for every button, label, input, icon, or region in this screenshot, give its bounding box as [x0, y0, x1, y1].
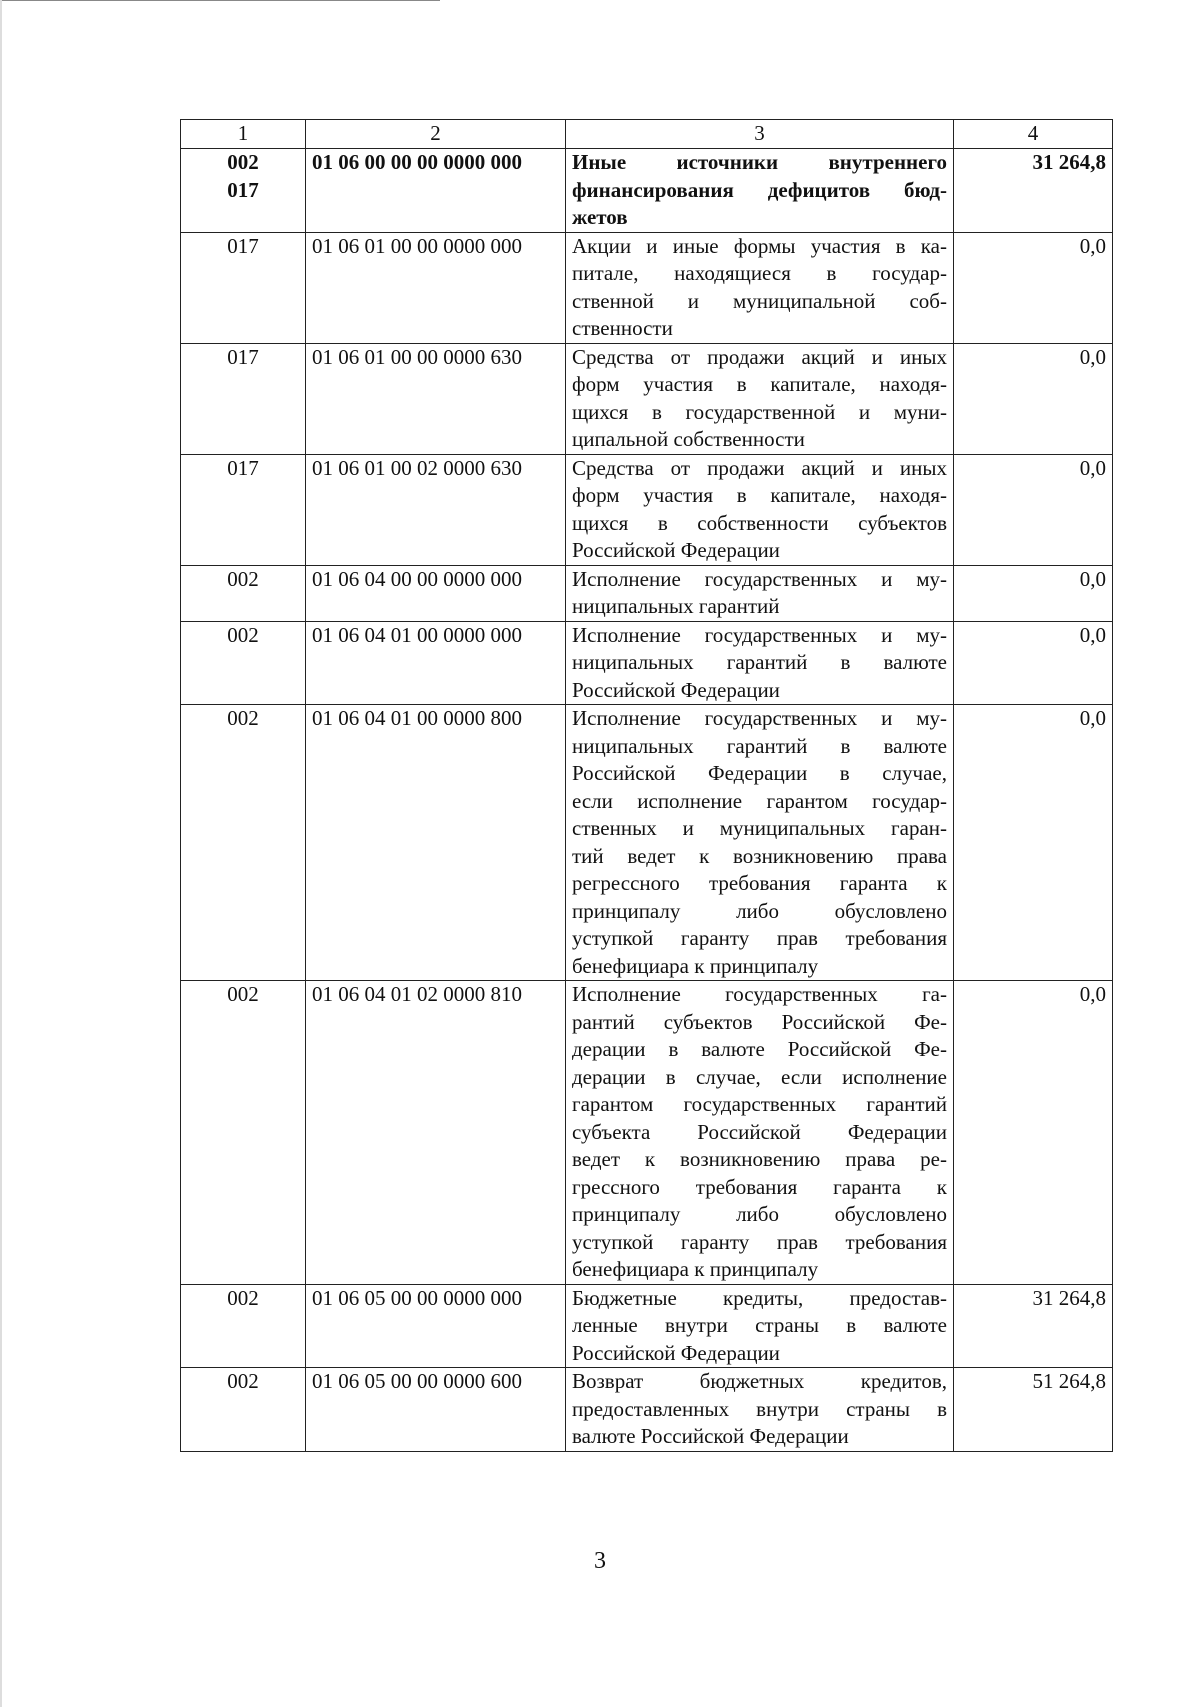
admin-code-cell	[181, 232, 306, 343]
description-line: Российской Федерации	[572, 677, 780, 702]
description-line: дерации в случае, если исполнение	[572, 1064, 947, 1089]
description-line: ственной и муниципальной соб-	[572, 288, 947, 313]
description-line: Российской Федерации	[572, 538, 780, 562]
description-line: грессного требования гаранта к	[572, 1174, 947, 1199]
budget-classification-code: 01 06 00 00 00 0000 000	[306, 149, 566, 233]
description-line: ственности	[572, 316, 673, 340]
source-description	[566, 565, 954, 621]
admin-code: 017	[227, 177, 259, 202]
description-line: Исполнение государственных и му-	[572, 566, 947, 591]
description-line: гарантом государственных гарантий	[572, 1092, 947, 1116]
admin-code-cell	[181, 565, 306, 621]
column-header-4: 4	[954, 120, 1113, 149]
amount-cell: 0,0	[954, 621, 1113, 705]
amount-cell: 31 264,8	[954, 1284, 1113, 1368]
description-line: форм участия в капитале, находя-	[572, 372, 947, 396]
source-description	[566, 454, 954, 565]
description-line: щихся в собственности субъектов	[572, 510, 947, 535]
description-line: принципалу либо обусловлено	[572, 1202, 947, 1226]
column-header-2: 2	[306, 120, 566, 149]
description-line: щихся в государственной и муни-	[572, 399, 947, 424]
column-header-3: 3	[566, 120, 954, 149]
budget-sources-table	[180, 119, 1113, 1452]
budget-classification-code: 01 06 04 01 02 0000 810	[306, 981, 566, 1285]
description-line: предоставленных внутри страны в	[572, 1396, 947, 1421]
description-line: Российской Федерации	[572, 1340, 780, 1365]
description-line: ственных и муниципальных гаран-	[572, 816, 947, 840]
description-line: если исполнение гарантом государ-	[572, 788, 947, 813]
description-line: бенефициара к принципалу	[572, 953, 819, 978]
amount-cell: 0,0	[954, 232, 1113, 343]
description-line: ципальной собственности	[572, 427, 805, 451]
amount-cell: 0,0	[954, 981, 1113, 1285]
admin-code: 017	[227, 233, 259, 258]
description-line: субъекта Российской Федерации	[572, 1119, 947, 1144]
description-line: жетов	[572, 205, 628, 229]
source-description	[566, 621, 954, 705]
amount-cell: 0,0	[954, 343, 1113, 454]
source-description	[566, 981, 954, 1285]
admin-code-cell	[181, 981, 306, 1285]
admin-code: 002	[227, 1285, 259, 1310]
description-line: регрессного требования гаранта к	[572, 871, 947, 895]
description-line: принципалу либо обусловлено	[572, 898, 947, 923]
description-line: Исполнение государственных и му-	[572, 622, 947, 647]
description-line: форм участия в капитале, находя-	[572, 483, 947, 507]
budget-classification-code: 01 06 05 00 00 0000 000	[306, 1284, 566, 1368]
budget-classification-code: 01 06 01 00 00 0000 630	[306, 343, 566, 454]
description-line: Средства от продажи акций и иных	[572, 344, 947, 369]
description-line: ниципальных гарантий в валюте	[572, 650, 947, 674]
admin-code: 002	[227, 1369, 259, 1393]
admin-code: 002	[227, 622, 259, 647]
admin-code-cell	[181, 454, 306, 565]
description-line: финансирования дефицитов бюд-	[572, 177, 947, 202]
description-line: Акции и иные формы участия в ка-	[572, 233, 947, 258]
budget-classification-code: 01 06 04 01 00 0000 800	[306, 705, 566, 981]
amount-cell: 51 264,8	[954, 1368, 1113, 1452]
source-description	[566, 343, 954, 454]
source-description	[566, 232, 954, 343]
source-description	[566, 149, 954, 233]
admin-code-cell	[181, 343, 306, 454]
description-line: уступкой гаранту прав требования	[572, 1229, 947, 1254]
description-line: ниципальных гарантий в валюте	[572, 733, 947, 758]
description-line: бенефициара к принципалу	[572, 1257, 819, 1281]
scan-artifact-edge	[0, 0, 2, 1707]
amount-cell: 0,0	[954, 565, 1113, 621]
budget-classification-code: 01 06 04 01 00 0000 000	[306, 621, 566, 705]
description-line: тий ведет к возникновению права	[572, 843, 947, 868]
source-description	[566, 1368, 954, 1452]
description-line: ленные внутри страны в валюте	[572, 1313, 947, 1337]
table-row	[181, 981, 1113, 1285]
amount-cell: 0,0	[954, 454, 1113, 565]
description-line: валюте Российской Федерации	[572, 1424, 849, 1448]
source-description	[566, 1284, 954, 1368]
admin-code: 002	[227, 150, 259, 174]
admin-code: 002	[227, 566, 259, 591]
admin-code: 017	[227, 455, 259, 480]
budget-classification-code: 01 06 01 00 00 0000 000	[306, 232, 566, 343]
description-line: ниципальных гарантий	[572, 594, 780, 618]
table-row	[181, 454, 1113, 565]
description-line: Исполнение государственных и му-	[572, 706, 947, 730]
description-line: рантий субъектов Российской Фе-	[572, 1009, 947, 1034]
admin-code: 002	[227, 982, 259, 1006]
budget-classification-code: 01 06 01 00 02 0000 630	[306, 454, 566, 565]
description-line: Российской Федерации в случае,	[572, 761, 947, 785]
column-header-1: 1	[181, 120, 306, 149]
table-row	[181, 1368, 1113, 1452]
budget-classification-code: 01 06 05 00 00 0000 600	[306, 1368, 566, 1452]
table-header-row	[181, 120, 1113, 149]
admin-code-cell	[181, 149, 306, 233]
table-row	[181, 232, 1113, 343]
table-row	[181, 343, 1113, 454]
description-line: Иные источники внутреннего	[572, 150, 947, 174]
description-line: дерации в валюте Российской Фе-	[572, 1037, 947, 1061]
admin-code: 017	[227, 344, 259, 369]
amount-cell: 31 264,8	[954, 149, 1113, 233]
admin-code-cell	[181, 1368, 306, 1452]
admin-code-cell	[181, 621, 306, 705]
admin-code-cell	[181, 1284, 306, 1368]
source-description	[566, 705, 954, 981]
admin-code-cell	[181, 705, 306, 981]
page-number: 3	[594, 1548, 606, 1574]
table-body	[181, 149, 1113, 1452]
amount-cell: 0,0	[954, 705, 1113, 981]
admin-code: 002	[227, 706, 259, 730]
description-line: ведет к возникновению права ре-	[572, 1147, 947, 1171]
description-line: Бюджетные кредиты, предостав-	[572, 1285, 947, 1310]
table-row	[181, 565, 1113, 621]
description-line: Средства от продажи акций и иных	[572, 455, 947, 480]
scan-artifact-line	[0, 0, 440, 1]
description-line: Исполнение государственных га-	[572, 982, 947, 1006]
description-line: Возврат бюджетных кредитов,	[572, 1369, 947, 1393]
description-line: питале, находящиеся в государ-	[572, 261, 947, 285]
table-row	[181, 705, 1113, 981]
table-row	[181, 1284, 1113, 1368]
table-row	[181, 149, 1113, 233]
description-line: уступкой гаранту прав требования	[572, 926, 947, 950]
budget-classification-code: 01 06 04 00 00 0000 000	[306, 565, 566, 621]
table-row	[181, 621, 1113, 705]
